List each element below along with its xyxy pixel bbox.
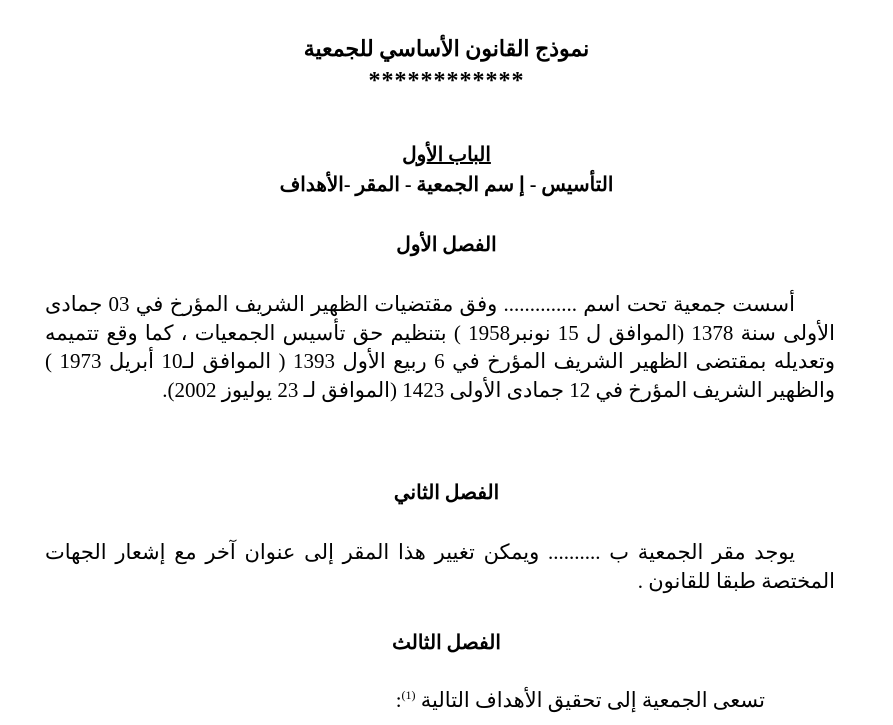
section-3-intro: [45, 688, 765, 713]
title-separator: ************: [368, 68, 525, 94]
chapter-title: الباب الأول: [402, 144, 491, 166]
section-2-paragraph: يوجد مقر الجمعية ب .......... ويمكن تغيير هذا المقر إلى عنوان آخر مع إشعار الجهات المختصة طبقا للقانون .: [45, 540, 835, 593]
footnote-reference[interactable]: (1): [401, 688, 416, 702]
section-3-intro-text: تسعى الجمعية إلى تحقيق الأهداف التالية: [420, 688, 765, 712]
section-3-heading: الفصل الثالث: [392, 632, 501, 654]
section-3-intro-colon: :: [395, 688, 402, 712]
chapter-subtitle: التأسيس - إ سم الجمعية - المقر -الأهداف: [279, 174, 614, 196]
section-1-paragraph: أسست جمعية تحت اسم .............. وفق مقتضيات الظهير الشريف المؤرخ في 03 جمادى الأولى سنة 1378 (الموافق ل 15 نونبر1958 ) بتنظيم حق تأسيس الجمعيات ، كما وقع تتميمه وتعديله بمقتضى الظهير الشريف المؤرخ في 6 ربيع الأول 1393 ( الموافق لـ10 أبريل 1973 ) والظهير الشريف المؤرخ في 12 جمادى الأولى 1423 (الموافق لـ 23 يوليوز 2002).: [45, 292, 836, 402]
section-1-heading: الفصل الأول: [396, 234, 497, 256]
document-title: نموذج القانون الأساسي للجمعية: [303, 36, 590, 61]
section-2-heading: الفصل الثاني: [393, 482, 500, 504]
